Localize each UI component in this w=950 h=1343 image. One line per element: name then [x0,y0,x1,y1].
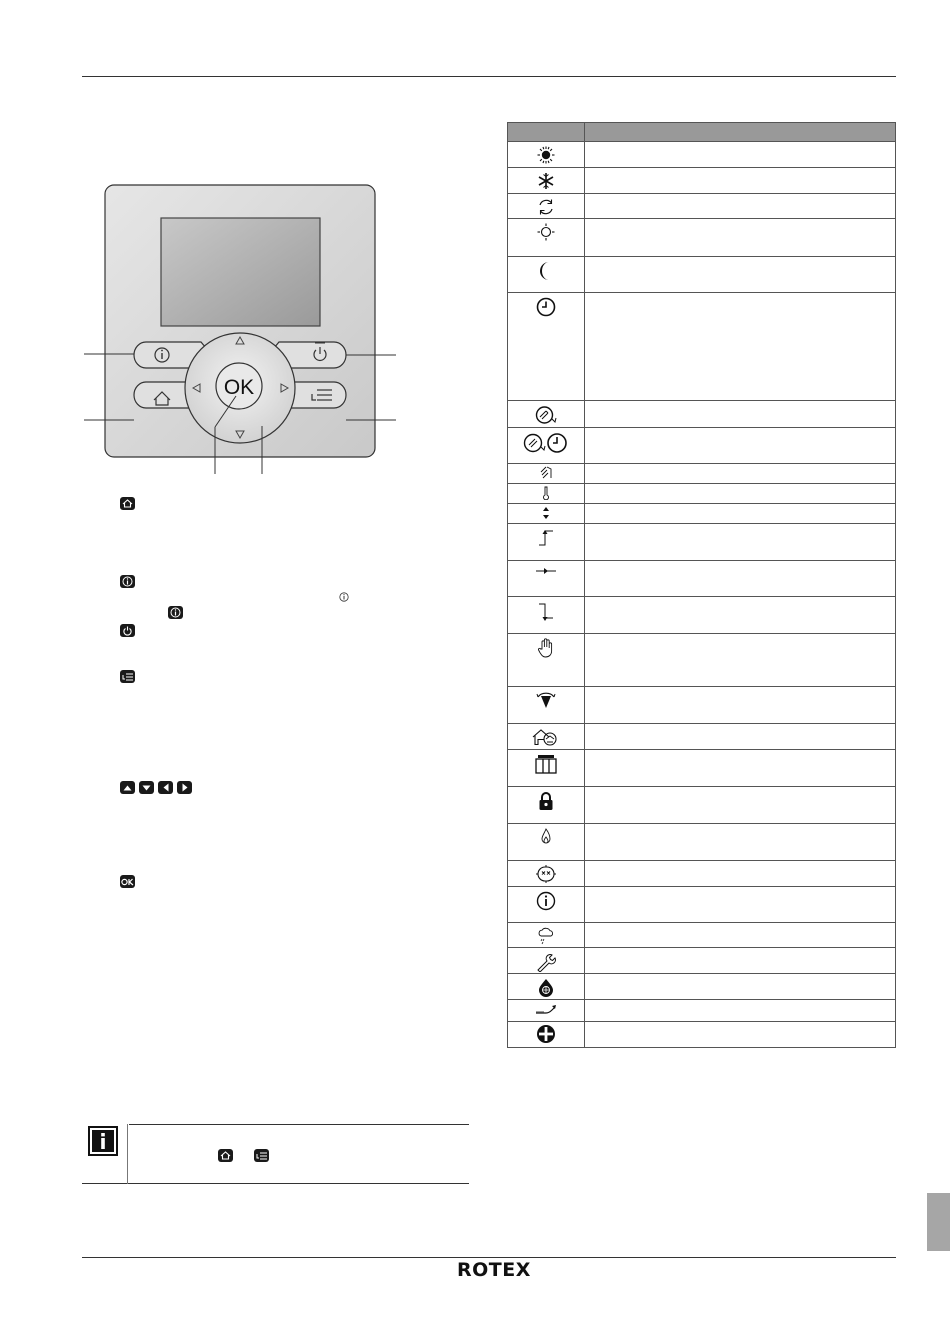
schedule-clock-icon [536,297,556,317]
table-row [508,484,896,504]
description-cell [585,724,896,750]
table-row [508,142,896,168]
brand-logo-text: ROTEX [457,1259,531,1281]
symbol-cell [508,948,585,974]
symbol-cell [508,504,585,524]
table-row [508,561,896,597]
shower-cycle-icon [535,405,557,425]
page-side-tab [927,1193,950,1251]
table-row [508,1000,896,1022]
symbol-cell [508,861,585,887]
table-row [508,293,896,401]
description-cell [585,504,896,524]
symbol-cell [508,887,585,923]
symbol-cell [508,724,585,750]
description-cell [585,219,896,257]
table-row [508,168,896,194]
eco-moon-icon [537,261,555,281]
symbol-cell [508,824,585,861]
disinfection-drop-icon [538,978,554,997]
auto-cycle-icon [537,198,555,216]
holiday-house-icon [532,728,560,746]
note-info-icon [88,1126,118,1156]
outdoor-cloud-icon [537,927,555,945]
table-row [508,887,896,923]
table-header-row [508,123,896,142]
symbol-cell [508,293,585,401]
description-cell [585,168,896,194]
table-row [508,923,896,948]
symbol-cell [508,428,585,464]
symbol-cell [508,974,585,1000]
table-row [508,974,896,1000]
shower-schedule-icon [523,432,569,454]
updown-arrows-icon [542,506,550,520]
description-cell [585,194,896,219]
table-row [508,597,896,634]
symbol-cell [508,634,585,687]
step-up-icon [537,528,555,550]
description-cell [585,524,896,561]
description-cell [585,484,896,504]
description-cell [585,687,896,724]
symbol-cell [508,194,585,219]
symbol-cell [508,787,585,824]
note-top-rule [129,1124,469,1125]
table-row [508,787,896,824]
arrow-up-icon [120,781,135,794]
table-row [508,428,896,464]
cooling-snowflake-icon [537,172,555,190]
footer-rule [82,1257,896,1258]
table-row [508,634,896,687]
symbol-cell [508,524,585,561]
information-icon [536,891,556,911]
note-bottom-rule [82,1183,469,1184]
home-icon [218,1149,233,1162]
symbol-cell [508,1000,585,1022]
header-rule [82,76,896,77]
power-icon [120,624,135,637]
symbol-cell [508,464,585,484]
defrost-icon [536,865,556,883]
symbol-cell [508,168,585,194]
description-cell [585,750,896,787]
symbol-cell [508,561,585,597]
table-row [508,687,896,724]
ok-icon [120,875,135,888]
table-row [508,750,896,787]
brand-logo [457,1259,531,1283]
symbol-cell [508,750,585,787]
comfort-sun-outline-icon [537,223,555,241]
lock-icon [538,791,554,811]
note-divider [127,1124,128,1184]
description-cell [585,787,896,824]
symbol-cell [508,219,585,257]
wrench-icon [536,952,556,972]
description-cell [585,634,896,687]
shower-icon [539,466,553,479]
info-outline-icon [339,592,349,602]
symbol-cell [508,687,585,724]
description-cell [585,948,896,974]
description-cell [585,861,896,887]
description-cell [585,1022,896,1048]
menu-icon [120,670,135,683]
symbol-cell [508,142,585,168]
symbol-cell [508,257,585,293]
tank-icon [535,754,557,774]
symbol-cell [508,1022,585,1048]
description-cell [585,293,896,401]
description-cell [585,401,896,428]
manual-hand-icon [538,638,554,658]
description-cell [585,561,896,597]
info-icon [120,575,135,588]
thermometer-icon [542,486,550,500]
description-cell [585,464,896,484]
table-row [508,464,896,484]
table-row [508,257,896,293]
table-row [508,824,896,861]
table-row [508,861,896,887]
description-cell [585,824,896,861]
table-row [508,1022,896,1048]
description-cell [585,257,896,293]
table-row [508,401,896,428]
symbol-cell [508,597,585,634]
symbol-cell [508,401,585,428]
table-row [508,504,896,524]
arrow-down-icon [139,781,154,794]
ok-button-label: OK [223,376,255,399]
arrow-right-icon [177,781,192,794]
description-cell [585,923,896,948]
info-icon [168,606,183,619]
step-down-icon [537,601,555,623]
table-row [508,948,896,974]
table-row [508,724,896,750]
description-cell [585,142,896,168]
description-cell [585,887,896,923]
description-cell [585,1000,896,1022]
symbol-legend-table [507,122,896,1048]
heating-sun-icon [537,146,555,164]
arrow-left-icon [158,781,173,794]
controller-screen [161,218,320,326]
dhw-boost-icon [535,691,557,711]
symbol-cell [508,923,585,948]
description-cell [585,597,896,634]
table-row [508,194,896,219]
floor-screed-icon [535,1003,557,1015]
steady-arrow-icon [535,566,557,576]
controller-illustration [84,182,404,482]
description-cell [585,428,896,464]
backup-heater-icon [536,1024,556,1044]
table-row [508,219,896,257]
home-icon [120,497,135,510]
flame-icon [541,828,551,846]
table-row [508,524,896,561]
description-cell [585,974,896,1000]
menu-icon [254,1149,269,1162]
symbol-cell [508,484,585,504]
